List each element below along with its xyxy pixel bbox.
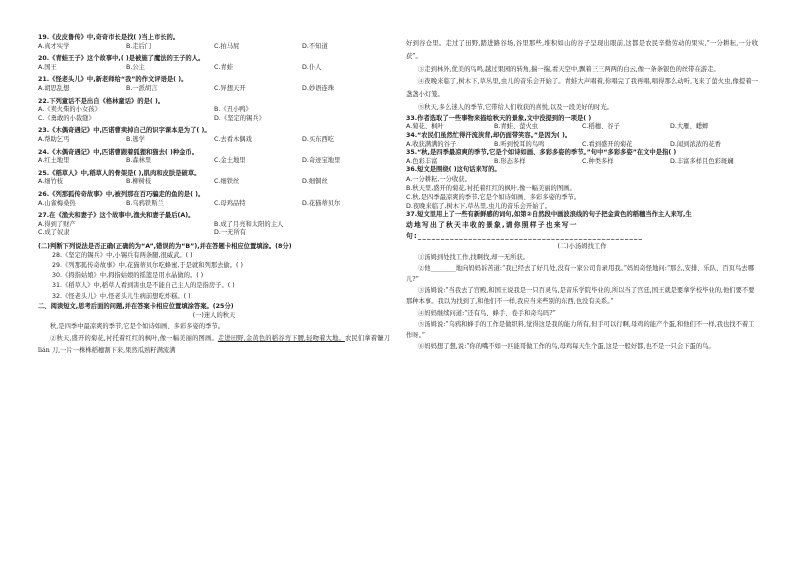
question-27-options-2: [38, 229, 390, 238]
question-20-options: [38, 64, 390, 73]
option-a[interactable]: A.《卖火柴的小女孩》: [38, 106, 101, 114]
tf-item[interactable]: 29.《列那狐传奇故事》中,花猫蒂贝尔吃蜂蜜,于是就和列那去偷。( ): [52, 262, 243, 270]
wavy-underlined-sentence: 走进田野,金黄色的稻谷弯下腰,轻吻着大地。: [217, 335, 345, 343]
option-c[interactable]: C.细铁丝: [214, 178, 240, 186]
question-34-options: [406, 141, 758, 150]
option-d[interactable]: D.买东西吃: [302, 135, 335, 143]
option-a[interactable]: A.得到了财产: [38, 220, 76, 228]
option-c[interactable]: C.拍马屁: [214, 42, 240, 50]
question-36-option-c[interactable]: C.秋,是四季最凉爽的季节,它是个如诗如画、多彩多姿的季节。: [406, 193, 581, 201]
option-b[interactable]: B.一派胡言: [126, 84, 158, 92]
question-23-options: [38, 136, 390, 145]
option-d[interactable]: D.细铜丝: [302, 178, 328, 186]
passage-2-para-5: ⑤汤姆说:“乌鸦和蜂手的工作是做织料,觉得这是我的能力所有,但手可以行啊,母鸡的能产个蛋,和他们不一样,我也找不着工作呀。”: [406, 320, 755, 339]
option-c[interactable]: C.种类多样: [582, 157, 614, 165]
question-26: 26.《列那狐传奇故事》中,被列那在百巧骗走的鱼的是( )。: [38, 190, 205, 198]
question-35: 35.“秋,是四季最凉爽的季节,它是个如诗如画、多彩多姿的季节。”句中“多彩多姿”在文中是指( ): [406, 149, 677, 157]
passage-2-para-6: ⑥妈妈想了想,说:“你的嘴不如一匹能哥做工作的鸟,母鸡每天生个蛋,这是一般好都,也不是一只会下蛋的鸟。: [418, 343, 715, 351]
option-b[interactable]: B.公主: [126, 63, 145, 71]
question-36-option-a[interactable]: A.一分耕耘,一分收获。: [406, 175, 471, 183]
question-24: 24.《木偶奇遇记》中,匹诺曹跟着狐狸和猫去( )种金币。: [38, 148, 199, 156]
option-a[interactable]: A.胡思乱想: [38, 84, 70, 92]
option-a[interactable]: A.国王: [38, 63, 57, 71]
option-d[interactable]: D.奇迹宝地里: [302, 157, 341, 165]
passage-2-para-1: ①汤姆到处找工作,找啊找,却一无所获。: [418, 253, 530, 261]
passage-2-para-4: ④妈妈继续问道:“还有鸟、蜂手、卷手和奇鸟吗?”: [418, 309, 556, 317]
option-a[interactable]: A.红土地里: [38, 157, 70, 165]
option-d[interactable]: D.妙语连珠: [302, 84, 335, 92]
question-25: 25.《稻草人》中,稻草人的骨架是( ),肌肉和皮肤是破草。: [38, 169, 201, 177]
question-19-options: [38, 43, 390, 52]
tf-item[interactable]: 28.《坚定的锡兵》中,小锡兵有两条腿,很威武。( ): [52, 251, 193, 259]
option-c[interactable]: C.异想天开: [214, 84, 246, 92]
option-c[interactable]: C.稻穗、谷子: [582, 123, 620, 131]
option-c[interactable]: C.《勇敢的小裁缝》: [38, 114, 95, 122]
option-c[interactable]: C.青蛙: [214, 63, 233, 71]
para-2-text-cont: 农民们拿着镰刀 lián 刀,一片一株株稻穗割下来,果然瓜熟籽满流满: [38, 335, 390, 355]
option-d[interactable]: D.大雁、蟋蟀: [670, 123, 709, 131]
question-33-options: [406, 123, 758, 132]
option-d[interactable]: D.不知道: [302, 42, 328, 50]
question-20: 20.《青蛙王子》这个故事中,( )是被施了魔法的王子的人。: [38, 55, 205, 63]
option-b[interactable]: B.森林里: [126, 157, 152, 165]
option-a[interactable]: A.菊花、枫叶: [406, 123, 444, 131]
question-34: 34.“农民们虽然忙得汗流浃背,却仍面带笑容。”是因为( )。: [406, 131, 572, 139]
option-b[interactable]: B.成了月亮和太阳的主人: [214, 220, 284, 228]
question-21-options: [38, 85, 390, 94]
option-b[interactable]: B.形态多样: [494, 157, 526, 165]
option-b[interactable]: B.逃学: [126, 135, 145, 143]
option-c[interactable]: C.成了奴隶: [38, 229, 70, 237]
option-c[interactable]: C.去看木偶戏: [214, 135, 252, 143]
option-d[interactable]: D.丰富多样且色彩斑斓: [670, 157, 734, 165]
question-37: 37.短文里用上了一些有新鲜感的词句,如第②自然段中画波浪线的句子把金黄色的稻穗当作主人来写,生: [406, 210, 692, 218]
option-b[interactable]: B.柳树枝: [126, 178, 152, 186]
passage-2-para-2: ②他________地向妈妈诉苦道:“我已经去了好几处,没有一家公司肯录用我。”妈妈奇怪地问:“那么,安排、乐队、百页鸟去哪儿?”: [406, 264, 754, 283]
passage-1-title: (一)迷人的秋天: [192, 311, 236, 319]
passage-1-para-1: 秋,是四季中最凉爽的季节,它是个如诗如画、多彩多姿的季节。: [50, 322, 225, 330]
option-b[interactable]: B.听到悦耳的鸟鸣: [494, 140, 545, 148]
question-27-options: [38, 221, 390, 230]
question-25-options: [38, 178, 390, 187]
option-d[interactable]: D.花猫蒂贝尔: [302, 199, 341, 207]
option-d[interactable]: D.一无所有: [214, 229, 247, 237]
right-column: [406, 38, 758, 352]
question-36-option-b[interactable]: B.秋天里,盛开的菊花,衬托着红红的枫叶,像一幅美丽的图画。: [406, 184, 576, 192]
passage-1-para-2: [38, 333, 390, 358]
reading-section-heading: 二、阅读短文,思考后面的问题,并在答案卡相应位置填涂答案。(25分): [38, 302, 234, 310]
option-b[interactable]: B.走后门: [126, 42, 152, 50]
option-c[interactable]: C.金土地里: [214, 157, 246, 165]
passage-2-title: (二)小汤姆找工作: [557, 242, 607, 250]
option-c[interactable]: C.母鸡品特: [214, 199, 246, 207]
tf-item[interactable]: 32.《怪老头儿》中,怪老头儿生病前想吃炸糕。( ): [52, 292, 191, 300]
option-a[interactable]: A.色彩丰富: [406, 157, 438, 165]
question-27: 27.在《渔夫和妻子》这个故事中,渔夫和妻子最后(A)。: [38, 212, 195, 220]
question-24-options: [38, 157, 390, 166]
passage-1-para-5: ⑤秋天,多么迷人的季节,它带给人们收获的喜悦,以及一段美好的时光。: [418, 103, 613, 111]
para-2-text: ②秋天,盛开的菊花,衬托着红红的枫叶,像一幅美丽的图画。: [50, 335, 218, 343]
option-d[interactable]: D.闻到浓浓的花香: [670, 140, 721, 148]
passage-1-para-4: ④夜晚来临了,树木下,草丛里,虫儿的音乐会开始了。青蛙大声唱着,你唱完了我再唱,唱得那么动听,飞来了萤火虫,像提着一盏盏小灯笼。: [406, 78, 758, 99]
passage-2-para-3: ③汤姆说:“当我去了宫殿,和国王说我是一只百灵鸟,是音乐学院毕业的,所以当了宫廷,国王就是要拿学校毕业的,他们要不要那种本事。我以为找到了,和他们不一样,我应当来些别的东西,也没有关系。”: [406, 287, 755, 306]
option-c[interactable]: C.看到盛开的菊花: [582, 140, 633, 148]
question-21: 21.《怪老头儿》中,新老师给“我”的作文评语是( )。: [38, 76, 188, 84]
question-22-options-2: [38, 115, 390, 124]
option-a[interactable]: A.帮助乞丐: [38, 135, 70, 143]
question-33: 33.作者选取了一些事物来描绘秋天的景象,文中没提到的一项是( ): [406, 114, 592, 122]
question-26-options: [38, 200, 390, 209]
tf-item[interactable]: 31.《稻草人》中,稻草人看到害虫是不能自己主人的是指房子。( ): [52, 282, 235, 290]
option-d[interactable]: D.《坚定的锡兵》: [214, 114, 265, 122]
question-36-option-d[interactable]: D.夜晚来临了,树木下,草丛里,虫儿的音乐会开始了。: [406, 202, 552, 210]
question-22-options: [38, 106, 390, 115]
option-d[interactable]: D.仆人: [302, 63, 322, 71]
question-22: 22.下列童话不是出自《格林童话》的是( )。: [38, 97, 165, 105]
passage-1-para-3: ③走到林外,优美的鸟鸣,越过果园的转角,揣一揣,看天空中,飘着三三两两的白云,像一条条银色的丝带在游走。: [418, 65, 720, 73]
question-19: 19.《皮皮鲁传》中,奇奇市长是找( )当上市长的。: [38, 34, 180, 41]
true-false-heading: (二)判断下列说法是否正确(正确的为“A”,错误的为“B”),并在答题卡相应位置填涂。(8分): [38, 242, 292, 250]
option-b[interactable]: B.青蛙、萤火虫: [494, 123, 539, 131]
option-b[interactable]: B.《丑小鸭》: [214, 106, 252, 114]
option-a[interactable]: A.细竹枝: [38, 178, 64, 186]
question-36: 36.短文是围绕( )这句话来写的。: [406, 166, 501, 174]
question-37-cont: 动地写出了秋天丰收的景象,请你照样子也来写一: [406, 220, 578, 229]
option-a[interactable]: A.真才实学: [38, 42, 70, 50]
question-23: 23.《木偶奇遇记》中,匹诺曹卖掉自己的识字课本是为了( )。: [38, 127, 211, 135]
option-a[interactable]: A.收获满满的谷子: [406, 140, 457, 148]
option-a[interactable]: A.山雀梅桑热: [38, 199, 76, 207]
left-column: [38, 34, 390, 358]
passage-1-cont: 好到谷仓里。走过了田野,踏进路谷场,谷里那些,堆积如山的谷子呈现出眼前,这都是农民辛勤劳动的果实,“一分耕耘,一分收获”。: [406, 40, 758, 60]
option-b[interactable]: B.乌鸦铁斯兰: [126, 199, 164, 207]
question-37-answer-line[interactable]: 句:_________________________________________________: [406, 231, 644, 240]
tf-item[interactable]: 30.《拇指姑娘》中,拇指姑娘的摇篮是用水晶做的。( ): [52, 272, 204, 280]
